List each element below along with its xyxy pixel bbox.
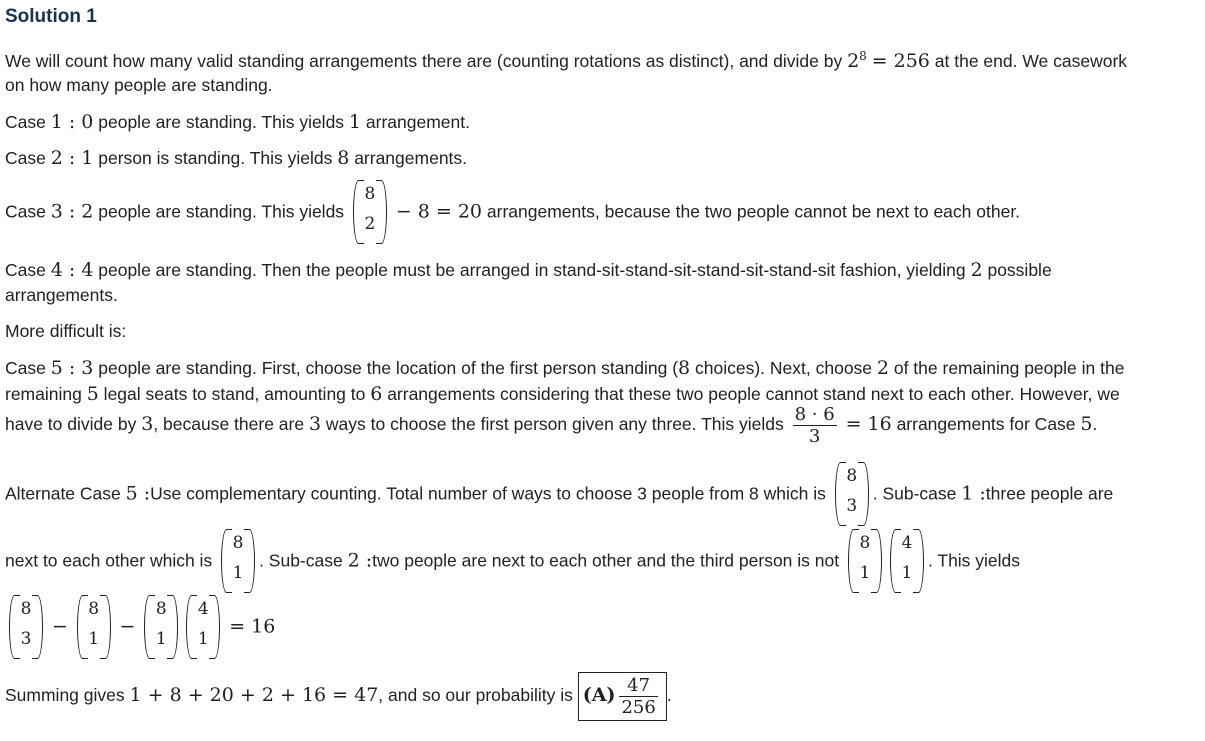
intro-line-1 [5,49,1127,72]
power-base: 2 [847,49,860,72]
case-3-text: people are standing. This yields [93,201,349,222]
case-5-text-3: of the remaining people in the [888,358,1125,378]
case-4-tail: possible [982,260,1052,280]
answer-box [578,672,667,721]
alt-text-2: . Sub-case [872,483,962,504]
case-5-line-1 [5,357,1124,379]
case-5-text-1: people are standing. First, choose the location of the first person standing ( [93,358,679,378]
case-3-math: 3 : 2 [50,200,94,223]
case-5-m4: 6 [370,383,383,405]
case-4-line-2: arrangements. [5,285,118,305]
binomial-bottom: 3 [846,496,858,516]
binomial-bottom: 1 [859,563,871,583]
alt-text-1: Use complementary counting. Total number of ways to choose 3 people from 8 which is [150,483,831,504]
alt-l2a: next to each other which is [5,550,218,571]
fraction-denominator: 3 [808,426,821,447]
eq-binomial-2 [75,595,113,661]
case-5-m8: 5 [1080,413,1093,436]
case-5-l2a: remaining [5,384,87,404]
case-5-result: = 16 [845,413,892,436]
case-1-tail: arrangement. [361,112,470,132]
case-1-text: people are standing. This yields [93,112,349,132]
case-5-m2: 2 [876,357,889,379]
binomial-top: 8 [88,599,100,619]
binomial-top: 8 [20,599,32,619]
case-5-l3b: , because there are [153,414,309,435]
alt-l2d: . This yields [927,550,1021,571]
case-1-lead: Case [5,112,51,132]
case-5-m1: 8 [678,357,691,379]
eq-minus-1: − [51,615,68,638]
binomial-bottom: 1 [155,629,167,649]
case-2-text: person is standing. This yields [93,148,338,168]
case-4-math: 4 : 4 [50,259,94,281]
more-difficult-text: More difficult is: [5,321,127,341]
case-5-fraction [793,404,837,447]
case-5-math: 5 : 3 [50,357,94,379]
binomial-bottom: 1 [901,563,913,583]
case-2-math: 2 : 1 [50,147,94,169]
alt-m1: 1 : [961,482,986,505]
case-5-l3e: . [1092,414,1098,435]
intro-text-b: at the end. We casework [929,50,1128,71]
case-1-math: 1 : 0 [50,111,94,133]
case-5-m6: 3 [308,413,322,436]
eq-minus-2: − [119,615,136,638]
fraction-denominator: 256 [621,697,656,718]
case-5-l3a: have to divide by [5,414,142,435]
eq-binomial-1 [7,595,45,661]
alt-binomial-2 [219,529,257,595]
case-5-l3c: ways to choose the first person given any three. This yields [321,414,789,435]
binomial-top: 4 [901,533,913,553]
alt-m2: 2 : [347,549,373,572]
binomial-top: 8 [364,184,376,204]
binomial-bottom: 1 [197,629,209,649]
binomial-top: 8 [232,533,244,553]
case-2-tail: arrangements. [349,148,468,168]
summary-text-2: , and so our probability is [378,685,578,706]
alt-binomial-4 [888,529,926,595]
case-4-lead: Case [5,260,51,280]
binomial-bottom: 3 [20,629,32,649]
intro-line-2: on how many people are standing. [5,75,273,95]
intro-text-a: We will count how many valid standing arrangements there are (counting rotations as distinct), and divide by [5,50,848,71]
eq-result: = 16 [229,615,276,638]
case-1-count: 1 [348,111,362,133]
binomial-bottom: 1 [232,563,244,583]
eq-binomial-4 [184,595,222,661]
power-equals: = 256 [871,49,930,72]
alt-binomial-3 [846,529,884,595]
case-3-result: − 8 = 20 [395,200,483,223]
case-4-text: people are standing. Then the people must be arranged in stand-sit-stand-sit-stand-sit-stand-sit fashion, yielding [93,260,971,280]
case-5-text-2: choices). Next, choose [690,358,877,378]
case-2-line [5,147,467,169]
case-5-m5: 3 [141,413,154,436]
case-2-lead: Case [5,148,51,168]
summary-sum: 1 + 8 + 20 + 2 + 16 = 47 [129,684,379,707]
case-5-m3: 5 [86,383,99,405]
power-exponent: 8 [859,49,867,63]
fraction-numerator: 8 · 6 [794,404,835,425]
case-5-l2c: arrangements considering that these two people cannot stand next to each other. However, we [382,384,1120,404]
binomial-top: 4 [197,599,209,619]
binomial-top: 8 [155,599,167,619]
case-5-l2b: legal seats to stand, amounting to [98,384,371,404]
alt-math: 5 : [125,482,151,505]
alt-l2b: . Sub-case [259,550,348,571]
case-3-line [5,180,1020,246]
binomial-bottom: 1 [88,629,100,649]
case-1-line [5,111,470,133]
summary-text-3: . [666,685,672,706]
eq-binomial-3 [142,595,180,661]
alternate-case-line-2 [5,529,1020,595]
case-5-line-2 [5,383,1120,405]
solution-heading: Solution 1 [5,6,97,27]
summary-line [5,672,672,721]
case-3-tail: arrangements, because the two people cannot be next to each other. [482,201,1021,222]
answer-fraction [619,675,657,718]
alt-binomial-1 [833,462,871,528]
equation-line [5,595,275,661]
case-4-count: 2 [970,259,983,281]
alt-l2c: two people are next to each other and the third person is not [372,550,844,571]
binomial-top: 8 [846,466,858,486]
alternate-case-line-1 [5,462,1113,528]
case-5-l3d: arrangements for Case [891,414,1081,435]
case-2-count: 8 [337,147,350,169]
summary-text-1: Summing gives [5,685,130,706]
case-5-line-3 [5,404,1097,447]
alt-text-3: three people are [985,483,1114,504]
binomial-top: 8 [859,533,871,553]
answer-label: (A) [582,684,616,707]
case-5-lead: Case [5,358,51,378]
case-3-binomial [351,180,389,246]
alt-lead: Alternate Case [5,483,126,504]
case-3-lead: Case [5,201,51,222]
fraction-numerator: 47 [627,675,651,696]
binomial-bottom: 2 [364,214,376,234]
case-4-line [5,259,1052,281]
